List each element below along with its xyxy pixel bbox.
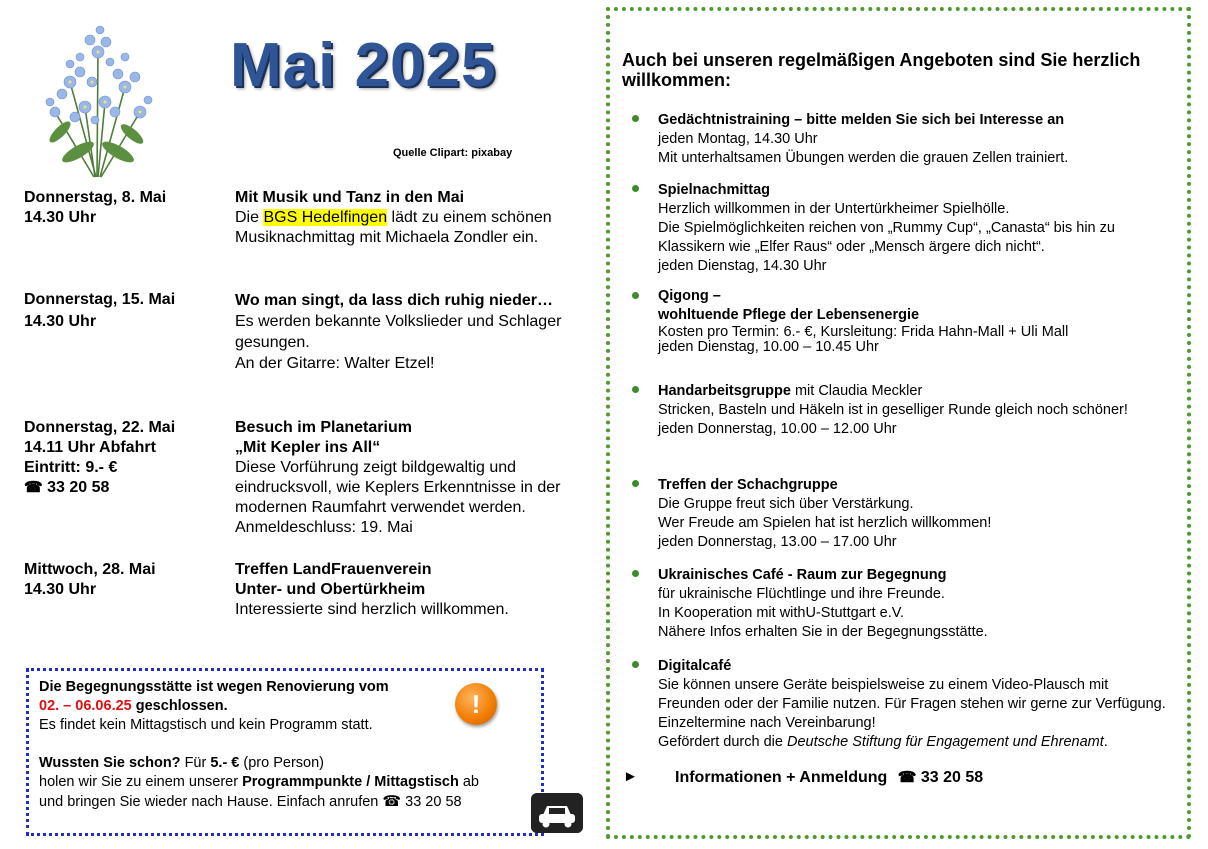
event-time: 14.11 Uhr Abfahrt xyxy=(24,439,156,456)
clipart-credit: Quelle Clipart: pixabay xyxy=(393,147,513,159)
offer-title: Spielnachmittag xyxy=(658,182,770,198)
offer-title: Gedächtnistraining – bitte melden Sie sich bei Interesse an xyxy=(658,112,1065,128)
notice-line: Es findet kein Mittagstisch und kein Programm statt. xyxy=(39,717,373,733)
bullet-icon xyxy=(632,570,639,577)
offer-line: jeden Dienstag, 14.30 Uhr xyxy=(658,258,827,274)
notice-price: 5.- € xyxy=(210,755,240,771)
offer-subtitle: wohltuende Pflege der Lebensenergie xyxy=(658,307,920,323)
phone-number: 33 20 58 xyxy=(920,769,984,786)
offer-title: Qigong – xyxy=(658,288,721,304)
notice-text-part: und bringen Sie wieder nach Hause. Einfach anrufen xyxy=(39,794,383,810)
offer-line: Nähere Infos erhalten Sie in der Begegnungsstätte. xyxy=(658,624,988,640)
event-date: Donnerstag, 15. Mai xyxy=(24,291,176,308)
event-text: An der Gitarre: Walter Etzel! xyxy=(235,355,435,372)
offer-line: für ukrainische Flüchtlinge und ihre Freunde. xyxy=(658,586,945,602)
offer-title: Digitalcafé xyxy=(658,658,732,674)
event-title: Treffen LandFrauenverein xyxy=(235,561,432,578)
offer-title: Treffen der Schachgruppe xyxy=(658,477,838,493)
event-body xyxy=(235,560,570,620)
event-date-block xyxy=(24,290,224,332)
event-body xyxy=(235,290,570,374)
telephone-icon: ☎ xyxy=(24,479,43,496)
bullet-icon xyxy=(632,661,639,668)
closure-dates: 02. – 06.06.25 xyxy=(39,698,132,714)
offer-title: Handarbeitsgruppe xyxy=(658,383,791,399)
offer-item xyxy=(658,382,1168,439)
notice-text xyxy=(39,678,519,812)
event-title: Besuch im Planetarium xyxy=(235,419,412,436)
notice-text-part: Für xyxy=(180,755,211,771)
event-text: Diese Vorführung zeigt bildgewaltig und eindrucksvoll, wie Keplers Erkenntnisse in der modernen Raumfahrt verwendet werden. Anmeldeschluss: 19. Mai xyxy=(235,459,561,536)
offer-line: Gefördert durch die xyxy=(658,734,787,750)
event-body xyxy=(235,188,570,248)
offer-item xyxy=(658,566,1168,642)
arrow-icon: ► xyxy=(623,768,638,785)
offer-item xyxy=(658,657,1168,752)
event-body xyxy=(235,418,570,538)
event-text: Es werden bekannte Volkslieder und Schlager gesungen. xyxy=(235,313,562,351)
bullet-icon xyxy=(632,480,639,487)
offer-item xyxy=(658,181,1168,276)
offers-heading: Auch bei unseren regelmäßigen Angeboten sind Sie herzlich willkommen: xyxy=(622,50,1141,90)
event-subtitle: „Mit Kepler ins All“ xyxy=(235,439,381,456)
phone-number: 33 20 58 xyxy=(47,479,110,496)
event-entry: Eintritt: 9.- € xyxy=(24,459,118,476)
event-title: Wo man singt, da lass dich ruhig nieder… xyxy=(235,292,553,309)
offer-line: Die Gruppe freut sich über Verstärkung. xyxy=(658,496,914,512)
notice-question: Wussten Sie schon? xyxy=(39,755,181,771)
offer-line: In Kooperation mit withU-Stuttgart e.V. xyxy=(658,605,905,621)
highlight-text: BGS Hedelfingen xyxy=(263,209,388,226)
event-date-block xyxy=(24,418,224,498)
offer-line: jeden Montag, 14.30 Uhr xyxy=(658,131,818,147)
page-title: Mai 2025 xyxy=(230,31,497,100)
info-label: Informationen + Anmeldung xyxy=(675,769,888,786)
event-subtitle: Unter- und Obertürkheim xyxy=(235,581,426,598)
event-text: Interessierte sind herzlich willkommen. xyxy=(235,601,509,618)
notice-text-part: ab xyxy=(458,774,480,790)
offer-title-rest: mit Claudia Meckler xyxy=(790,383,923,399)
offer-line: jeden Dienstag, 10.00 – 10.45 Uhr xyxy=(658,339,879,355)
event-date-block xyxy=(24,188,224,228)
offer-line-end: . xyxy=(1103,734,1108,750)
notice-bold: Programmpunkte / Mittagstisch xyxy=(242,774,459,790)
offer-item xyxy=(658,111,1168,168)
bullet-icon xyxy=(632,386,639,393)
offer-line: Herzlich willkommen in der Untertürkheimer Spielhölle. xyxy=(658,201,1010,217)
offer-item xyxy=(658,476,1168,552)
event-phone xyxy=(24,478,224,498)
phone-number: 33 20 58 xyxy=(405,794,462,810)
event-date: Donnerstag, 8. Mai xyxy=(24,189,167,206)
foundation-name: Deutsche Stiftung für Engagement und Ehrenamt xyxy=(786,734,1104,750)
offer-item xyxy=(658,288,1168,354)
event-time: 14.30 Uhr xyxy=(24,313,97,330)
event-title: Mit Musik und Tanz in den Mai xyxy=(235,189,465,206)
offer-line: Kosten pro Termin: 6.- €, Kursleitung: Frida Hahn-Mall + Uli Mall xyxy=(658,324,1069,340)
telephone-icon: ☎ xyxy=(382,793,402,810)
offer-title: Ukrainisches Café - Raum zur Begegnung xyxy=(658,567,947,583)
car-icon xyxy=(531,793,583,833)
event-time: 14.30 Uhr xyxy=(24,209,97,226)
notice-text-part: (pro Person) xyxy=(239,755,324,771)
telephone-icon: ☎ xyxy=(897,769,917,786)
bullet-icon xyxy=(632,115,639,122)
bullet-icon xyxy=(632,185,639,192)
notice-text-part: holen wir Sie zu einem unserer xyxy=(39,774,243,790)
offer-line: jeden Donnerstag, 10.00 – 12.00 Uhr xyxy=(658,421,897,437)
notice-closed: geschlossen. xyxy=(131,698,228,714)
event-text: Die xyxy=(235,209,264,226)
bullet-icon xyxy=(632,292,639,299)
offer-line: Stricken, Basteln und Häkeln ist in geselliger Runde gleich noch schöner! xyxy=(658,402,1128,418)
event-date: Mittwoch, 28. Mai xyxy=(24,561,156,578)
event-date: Donnerstag, 22. Mai xyxy=(24,419,176,436)
notice-line: Die Begegnungsstätte ist wegen Renovierung vom xyxy=(39,679,389,695)
offer-line: Sie können unsere Geräte beispielsweise zu einem Video-Plausch mit Freunden oder der Familie nutzen. Für Fragen stehen wir gerne zur Verfügung. Einzeltermine nach Vereinbarung! xyxy=(658,677,1166,731)
forget-me-not-clipart xyxy=(30,12,165,180)
event-time: 14.30 Uhr xyxy=(24,581,97,598)
event-date-block xyxy=(24,560,224,600)
offer-line: jeden Donnerstag, 13.00 – 17.00 Uhr xyxy=(658,534,897,550)
offer-line: Wer Freude am Spielen hat ist herzlich willkommen! xyxy=(658,515,992,531)
exclamation-icon: ! xyxy=(455,683,497,725)
event-text: lädt zu einem schönen Musiknachmittag mit Michaela Zondler ein. xyxy=(235,209,552,246)
offer-line: Die Spielmöglichkeiten reichen von „Rummy Cup“, „Canasta“ bis hin zu Klassikern wie „Elfer Raus“ oder „Mensch ärgere dich nicht“. xyxy=(658,220,1115,255)
offer-line: Mit unterhaltsamen Übungen werden die grauen Zellen trainiert. xyxy=(658,150,1069,166)
info-line xyxy=(675,768,983,787)
